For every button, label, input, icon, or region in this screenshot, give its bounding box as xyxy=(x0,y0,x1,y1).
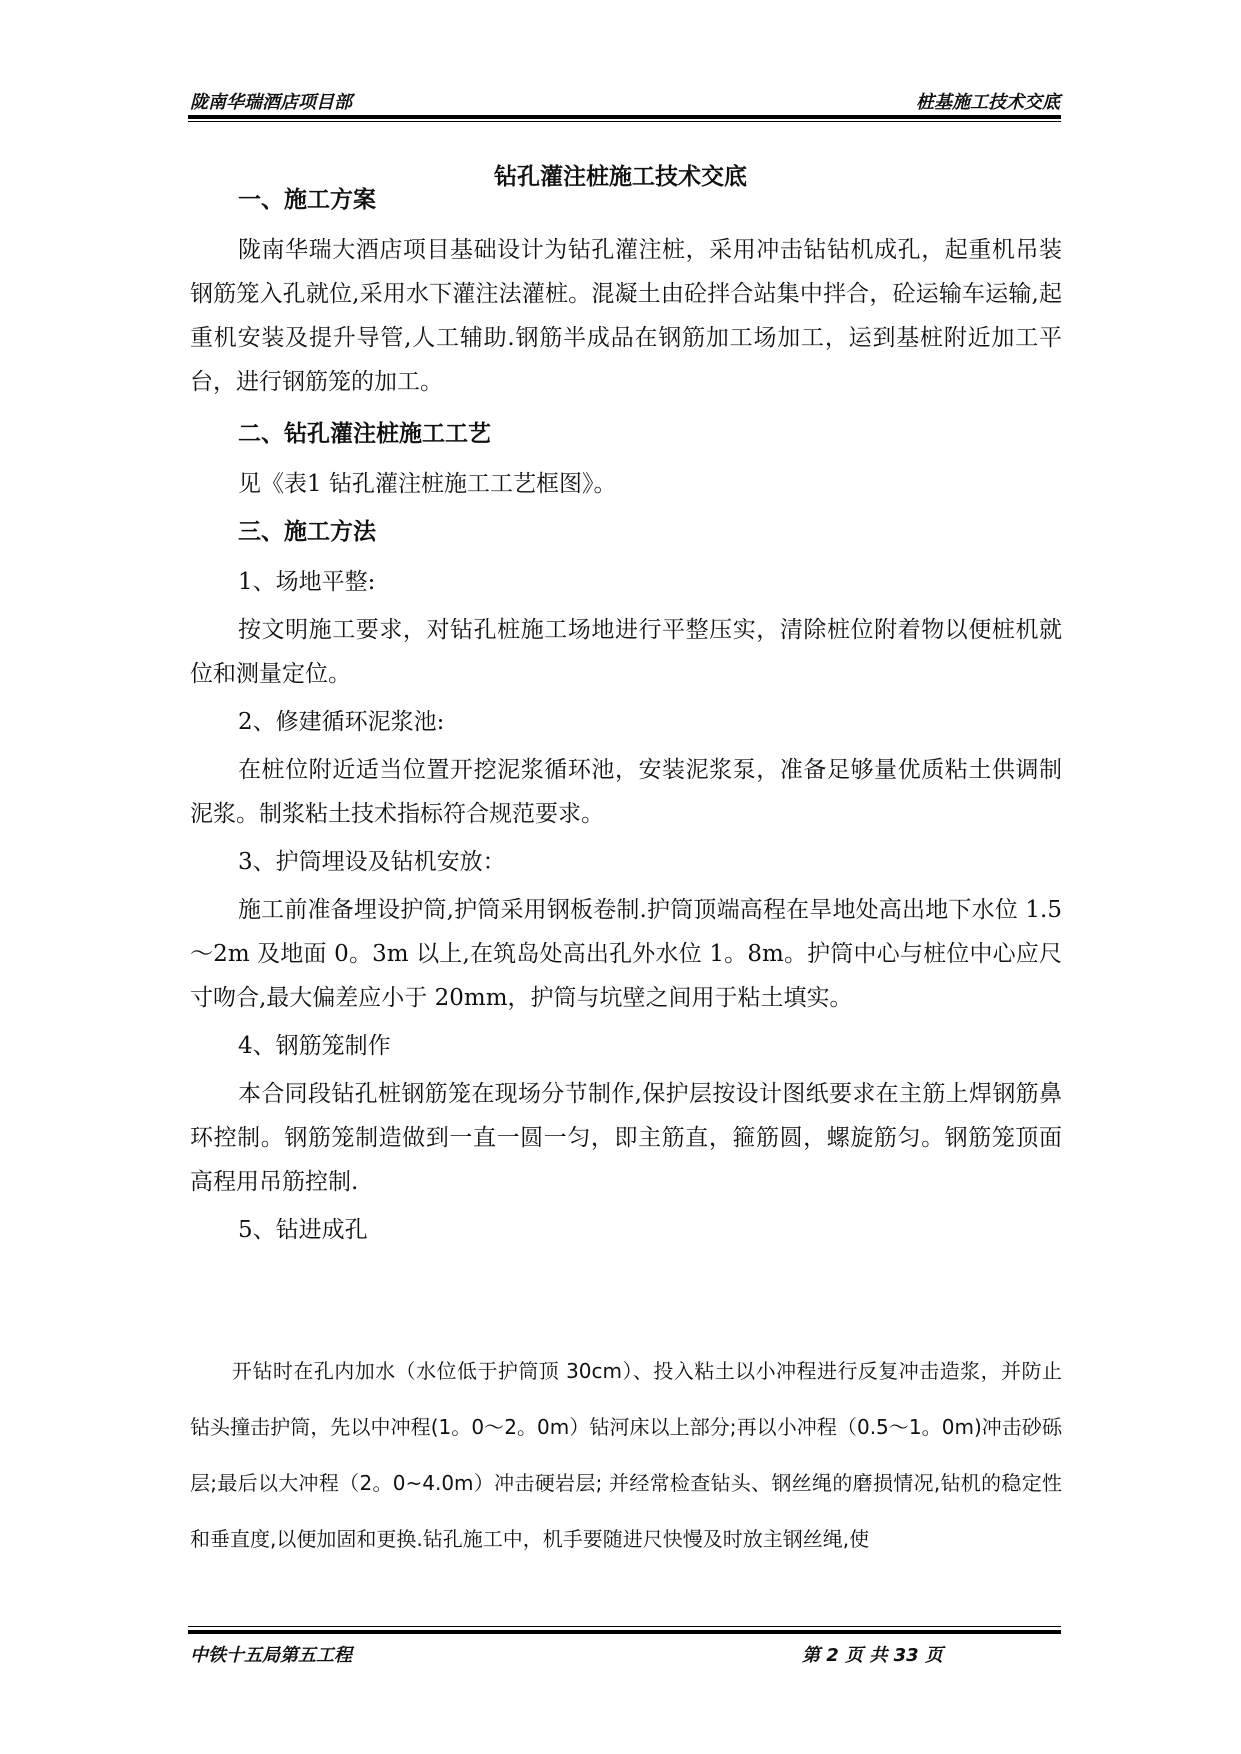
header-doc-title: 桩基施工技术交底 xyxy=(916,92,1060,113)
section-2-paragraph: 见《表1 钻孔灌注桩施工工艺框图》。 xyxy=(238,471,617,497)
section-heading-3: 三、施工方法 xyxy=(238,519,376,545)
footer-page-number: 第 2 页 共 33 页 xyxy=(802,1645,943,1666)
header-rule-thin xyxy=(188,121,1061,122)
item-2-paragraph: 在桩位附近适当位置开挖泥浆循环池，安装泥浆泵，准备足够量优质粘土供调制泥浆。制浆粘土技术指标符合规范要求。 xyxy=(190,757,1062,827)
section-heading-1: 一、施工方案 xyxy=(238,187,376,213)
item-3-paragraph: 施工前准备埋设护筒,护筒采用钢板卷制.护筒顶端高程在旱地处高出地下水位 1.5～2m 及地面 0。3m 以上,在筑岛处高出孔外水位 1。8m。护筒中心与桩位中心应尺寸吻合,最大偏差应小于 20mm，护筒与坑壁之间用于粘土填实。 xyxy=(190,897,1062,1011)
item-1-title: 1、场地平整: xyxy=(238,569,376,595)
page-header xyxy=(190,88,1060,114)
item-5-title: 5、钻进成孔 xyxy=(238,1217,368,1243)
item-5-paragraph: 开钻时在孔内加水（水位低于护筒顶 30cm）、投入粘土以小冲程进行反复冲击造浆，并防止钻头撞击护筒，先以中冲程(1。0～2。0m）钻河床以上部分;再以小冲程（0.5～1。0m)冲击砂砾层;最后以大冲程（2。0~4.0m）冲击硬岩层; 并经常检查钻头、钢丝绳的磨损情况,钻机的稳定性和垂直度,以便加固和更换.钻孔施工中，机手要随进尺快慢及时放主钢丝绳,使 xyxy=(190,1359,1062,1551)
item-3-title: 3、护筒埋设及钻机安放： xyxy=(238,849,506,875)
item-4-title: 4、钢筋笼制作 xyxy=(238,1033,391,1059)
section-1-paragraph: 陇南华瑞大酒店项目基础设计为钻孔灌注桩，采用冲击钻钻机成孔，起重机吊装钢筋笼入孔就位,采用水下灌注法灌桩。混凝土由砼拌合站集中拌合，砼运输车运输,起重机安装及提升导管,人工辅助.钢筋半成品在钢筋加工场加工，运到基桩附近加工平台，进行钢筋笼的加工。 xyxy=(190,237,1062,395)
section-heading-2: 二、钻孔灌注桩施工工艺 xyxy=(238,421,491,447)
item-1-paragraph: 按文明施工要求，对钻孔桩施工场地进行平整压实，清除桩位附着物以便桩机就位和测量定位。 xyxy=(190,617,1062,687)
footer-rule-thick xyxy=(188,1630,1061,1634)
page-title: 钻孔灌注桩施工技术交底 xyxy=(494,164,747,190)
header-project: 陇南华瑞酒店项目部 xyxy=(190,92,352,113)
document-body xyxy=(190,178,1062,1252)
page-footer xyxy=(190,1641,1060,1667)
footer-rule-thin xyxy=(188,1626,1061,1627)
header-rule-thick xyxy=(188,115,1061,119)
item-2-title: 2、修建循环泥浆池: xyxy=(238,709,445,735)
footer-company: 中铁十五局第五工程 xyxy=(190,1645,352,1666)
item-4-paragraph: 本合同段钻孔桩钢筋笼在现场分节制作,保护层按设计图纸要求在主筋上焊钢筋鼻环控制。钢筋笼制造做到一直一圆一匀，即主筋直，箍筋圆，螺旋筋匀。钢筋笼顶面高程用吊筋控制. xyxy=(190,1081,1062,1195)
